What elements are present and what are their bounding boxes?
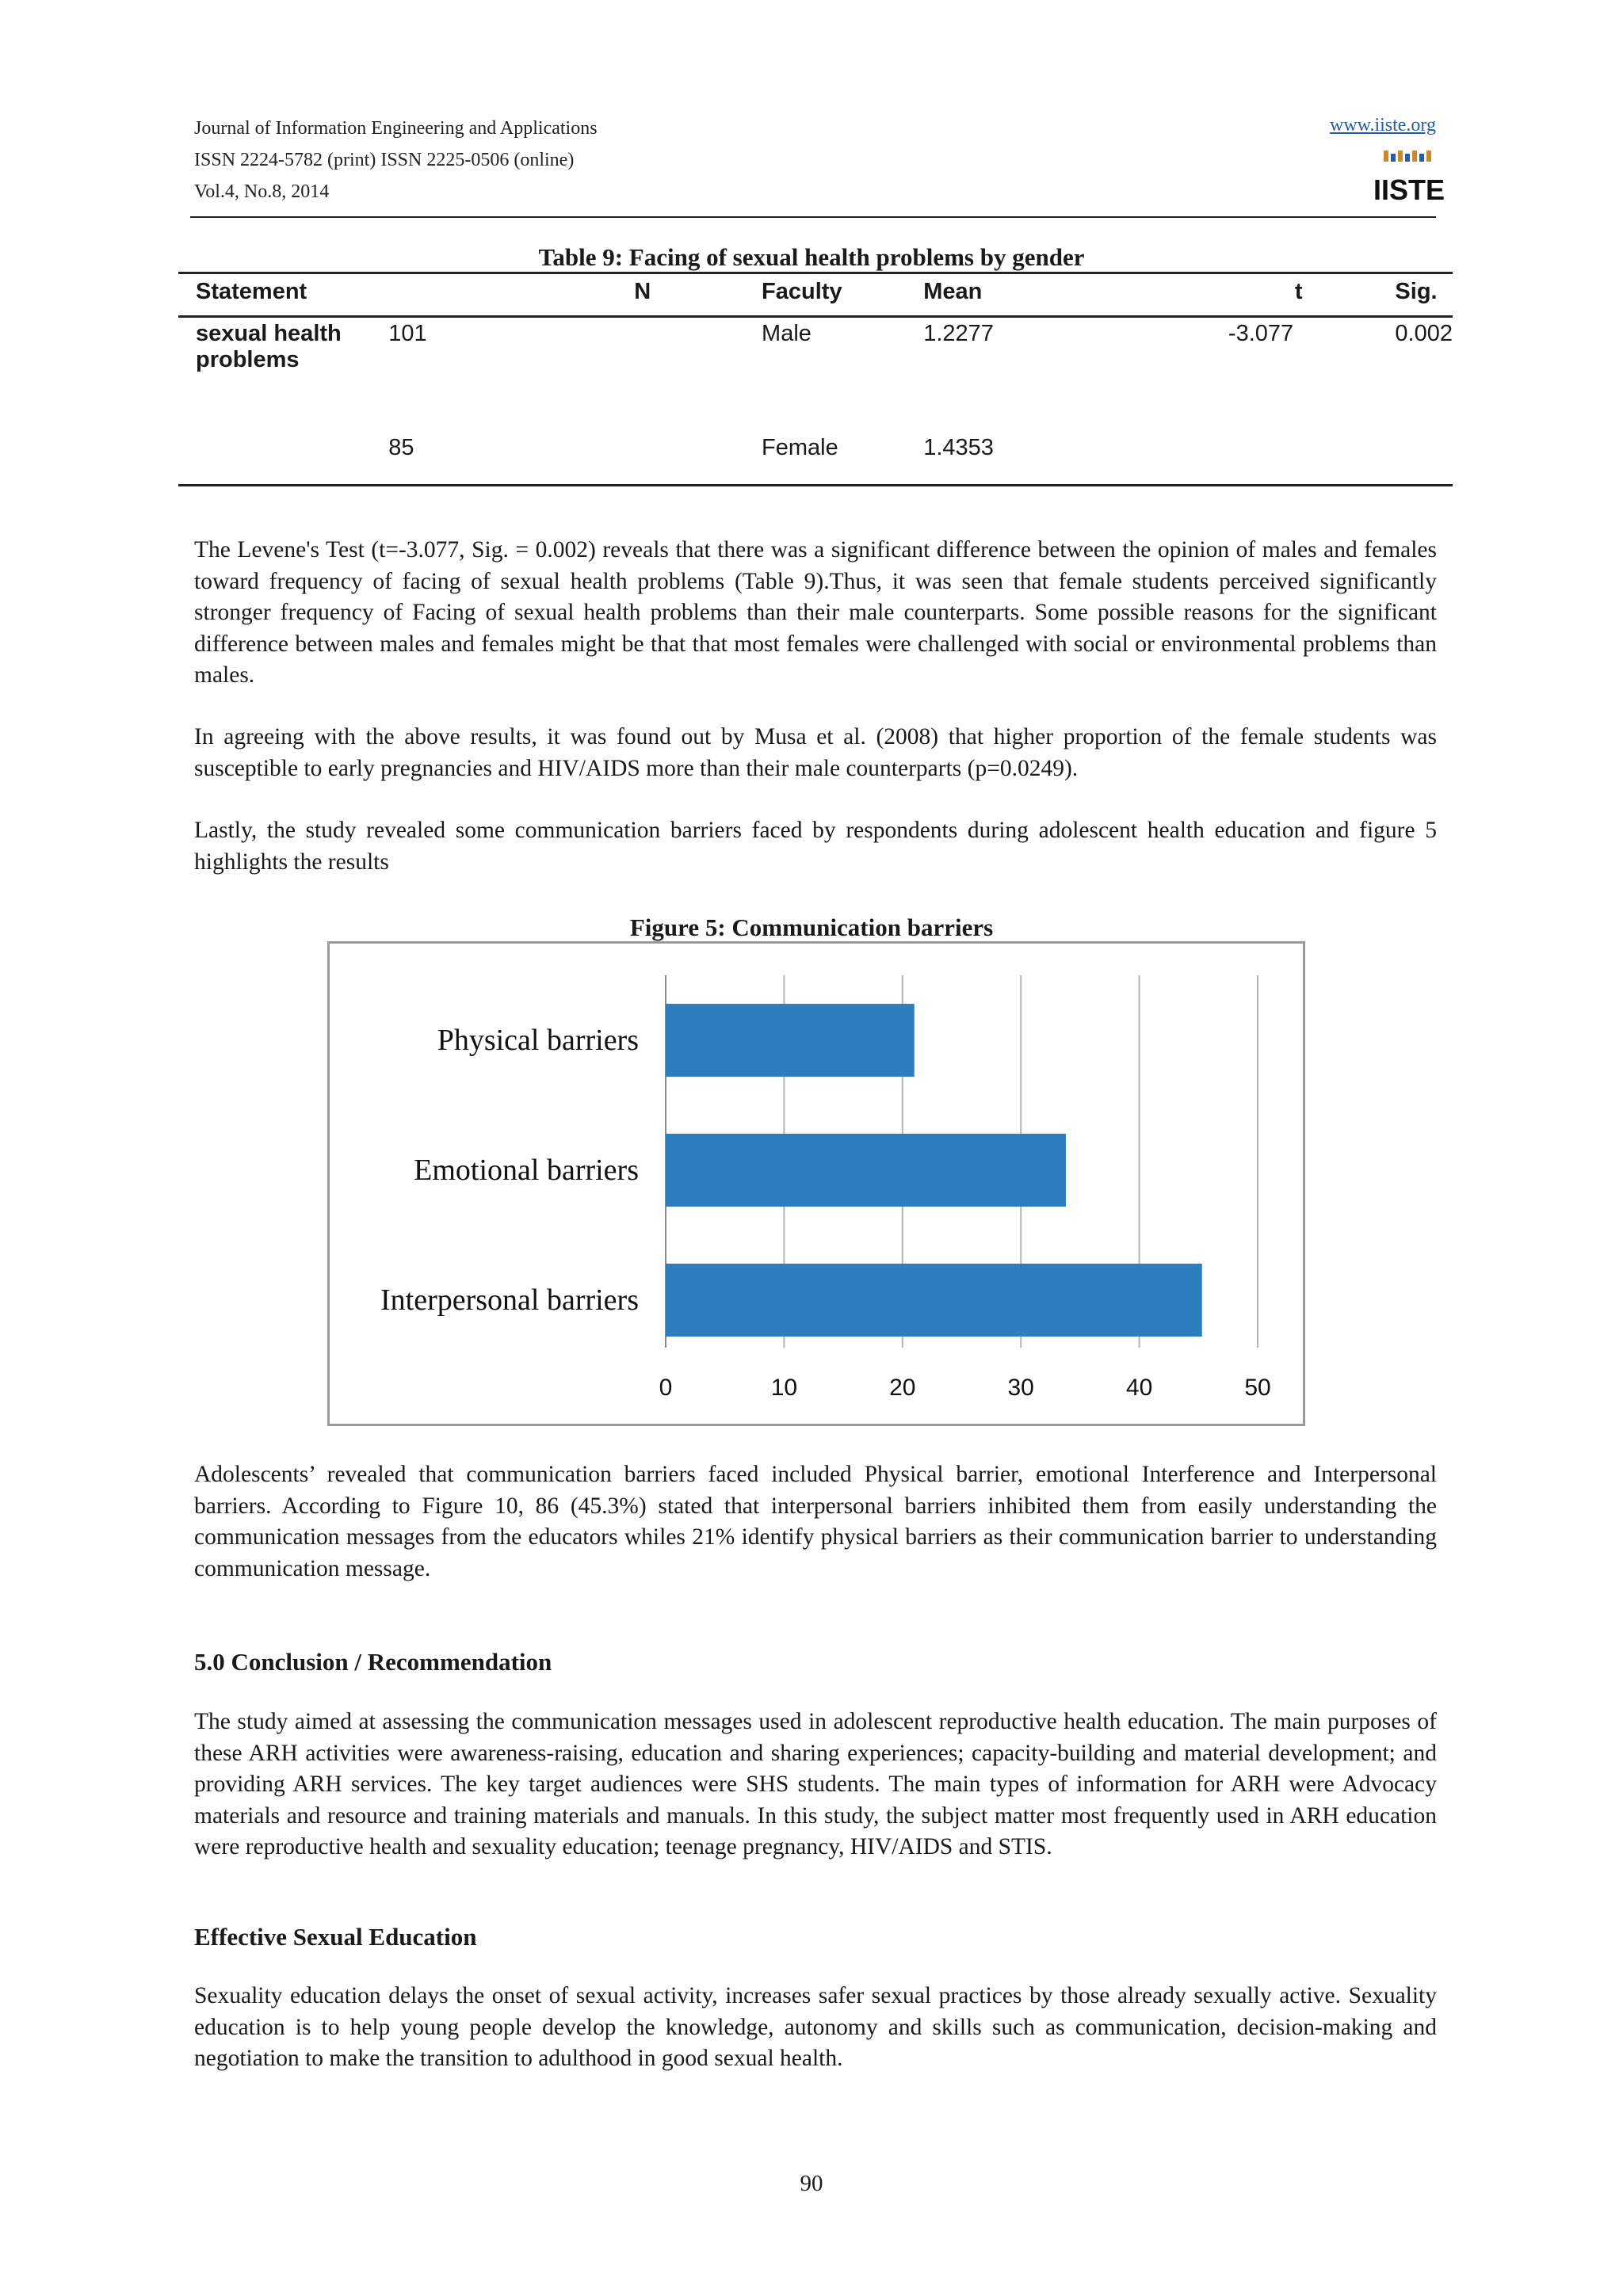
cell-n: 85 — [371, 432, 744, 486]
website-link[interactable]: www.iiste.org — [1330, 115, 1436, 135]
x-tick-label: 40 — [1125, 1375, 1153, 1401]
paragraph-levene: The Levene's Test (t=-3.077, Sig. = 0.002) reveals that there was a significant difference between the opinion of males and females toward frequency of facing of sexual health problems (Table 9).Thus, it was seen that female students perceived significantly stronger frequency of Facing of sexual health problems than their male counterparts. Some possible reasons for the significant difference between males and females might be that that most females were challenged with social or environmental problems than males. — [194, 537, 1437, 688]
table-row — [178, 432, 1453, 486]
cell-n: 101 — [388, 321, 427, 346]
th-statement: Statement — [178, 273, 371, 317]
bar — [666, 1004, 915, 1077]
iiste-logo — [1373, 149, 1445, 206]
header-rule — [190, 216, 1436, 218]
figure-caption: Figure 5: Communication barriers — [629, 913, 994, 941]
bar — [666, 1134, 1066, 1207]
table-row — [178, 317, 1453, 433]
chart-frame — [327, 941, 1305, 1426]
table-9 — [178, 272, 1453, 486]
category-label: Physical barriers — [437, 1024, 639, 1057]
th-sig: Sig. — [1377, 273, 1453, 317]
category-label: Interpersonal barriers — [380, 1283, 639, 1317]
cell-statement — [178, 432, 371, 486]
paragraph-conclusion: The study aimed at assessing the communication messages used in adolescent reproductive health education. The main purposes of these ARH activities were awareness-raising, education and sharing experiences; capacity-building and material development; and providing ARH services. The key target audiences were SHS students. The main types of information for ARH were Advocacy materials and resource and training materials and manuals. In this study, the subject matter most frequently used in ARH education were reproductive health and sexuality education; teenage pregnancy, HIV/AIDS and STIS. — [194, 1709, 1437, 1859]
x-tick-label: 20 — [889, 1375, 916, 1401]
section-heading-sexual-education: Effective Sexual Education — [194, 1923, 477, 1951]
paragraph-lastly: Lastly, the study revealed some communication barriers faced by respondents during adolescent health education and figure 5 highlights the results — [194, 818, 1437, 875]
section-heading-conclusion: 5.0 Conclusion / Recommendation — [194, 1648, 552, 1676]
cell-mean: 1.4353 — [906, 432, 1073, 486]
x-tick-label: 30 — [1007, 1375, 1034, 1401]
th-mean: Mean — [906, 273, 1073, 317]
cell-t: -3.077 — [1228, 321, 1294, 346]
cell-faculty: Male — [762, 321, 812, 346]
page-number: 90 — [800, 2171, 823, 2196]
x-tick-label: 0 — [659, 1375, 673, 1401]
cell-mean: 1.2277 — [923, 321, 994, 346]
table-header-row — [178, 273, 1453, 317]
category-label: Emotional barriers — [414, 1154, 639, 1187]
th-faculty: Faculty — [744, 273, 906, 317]
cell-statement: sexual health problems — [196, 321, 342, 372]
th-n: N — [371, 273, 744, 317]
journal-title: Journal of Information Engineering and Applications — [194, 118, 598, 139]
x-tick-label: 50 — [1244, 1375, 1271, 1401]
cell-sig — [1377, 432, 1453, 486]
paragraph-musa: In agreeing with the above results, it was found out by Musa et al. (2008) that higher proportion of the female students was susceptible to early pregnancies and HIV/AIDS more than their male counterparts (p=0.0249). — [194, 724, 1437, 781]
x-tick-label: 10 — [770, 1375, 798, 1401]
cell-faculty: Female — [744, 432, 906, 486]
bar-chart — [330, 944, 1303, 1424]
paragraph-adolescents: Adolescents’ revealed that communication barriers faced included Physical barrier, emotional Interference and Interpersonal barriers. According to Figure 10, 86 (45.3%) stated that interpersonal barriers inhibited them from easily understanding the communication messages from the educators whiles 21% identify physical barriers as their communication barrier to understanding communication message. — [194, 1462, 1437, 1581]
volume-line: Vol.4, No.8, 2014 — [194, 181, 330, 202]
cell-sig: 0.002 — [1395, 321, 1453, 346]
issn-line: ISSN 2224-5782 (print) ISSN 2225-0506 (online) — [194, 150, 575, 170]
table-caption: Table 9: Facing of sexual health problems by gender — [538, 243, 1085, 271]
cell-t — [1073, 432, 1378, 486]
paragraph-sexual-education: Sexuality education delays the onset of sexual activity, increases safer sexual practices by those already sexually active. Sexuality education is to help young people develop the knowledge, autonomy and skills such as communication, decision-making and negotiation to make the transition to adulthood in good sexual health. — [194, 1983, 1437, 2071]
bar — [666, 1264, 1202, 1337]
th-t: t — [1073, 273, 1378, 317]
svg-text:IISTE: IISTE — [1373, 174, 1445, 206]
